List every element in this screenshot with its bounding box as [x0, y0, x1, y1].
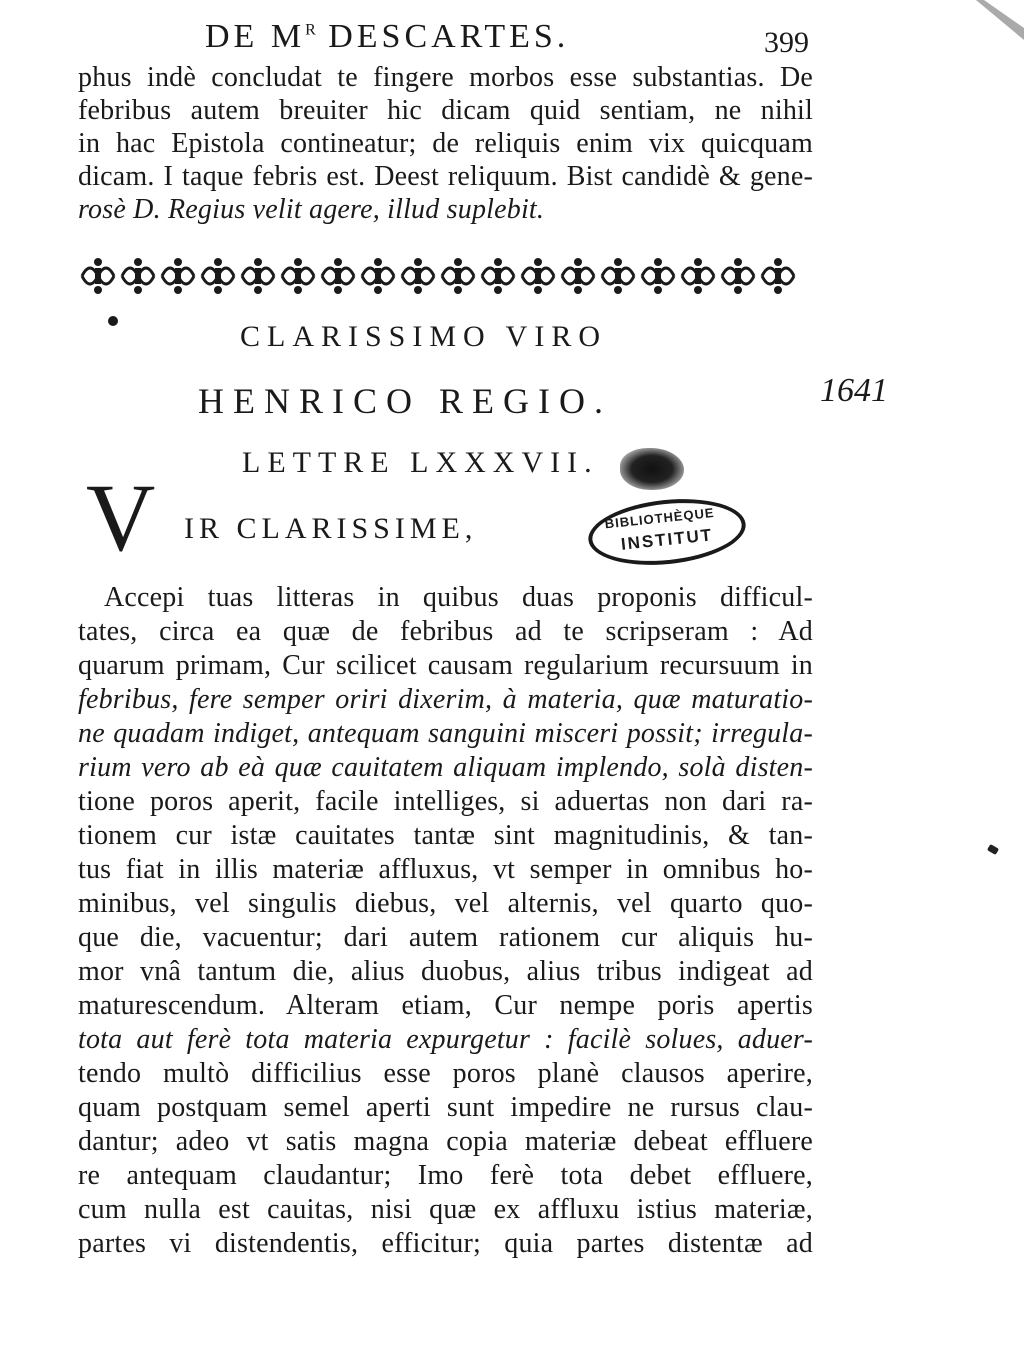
ink-fleck: [987, 844, 999, 855]
stamp-text: INSTITUT: [620, 525, 715, 554]
text-line: tione poros aperit, facile intelliges, si aduertas non dari ra-: [78, 786, 813, 817]
text-line: rium vero ab eà quæ cauitatem aliquam implendo, solà disten-: [78, 752, 813, 783]
text-line: quarum primam, Cur scilicet causam regularium recursuum in: [78, 650, 813, 681]
letter-number: LETTRE LXXXVII.: [242, 446, 599, 479]
addressee-name: HENRICO REGIO.: [198, 381, 612, 421]
text-line: ne quadam indiget, antequam sanguini misceri possit; irregula-: [78, 718, 813, 749]
text-line: mor vnâ tantum die, alius duobus, alius tribus indigeat ad: [78, 956, 813, 987]
decorative-ornament-band: [78, 254, 808, 298]
page-number: 399: [764, 26, 809, 59]
text-line: tota aut ferè tota materia expurgetur : facilè solues, aduer-: [78, 1024, 813, 1055]
text-line: phus indè concludat te fingere morbos esse substantias. De: [78, 62, 813, 93]
text-line: tus fiat in illis materiæ affluxus, vt semper in omnibus ho-: [78, 854, 813, 885]
text-line: in hac Epistola contineatur; de reliquis enim vix quicquam: [78, 128, 813, 159]
text-line: cum nulla est cauitas, nisi quæ ex affluxu istius materiæ,: [78, 1194, 813, 1225]
handwritten-year-note: 1641: [820, 372, 888, 409]
page-corner-mark: [924, 0, 1024, 60]
ink-blot: [620, 448, 684, 490]
text-line: quam postquam semel aperti sunt impedire ne rursus clau-: [78, 1092, 813, 1123]
text-line: que die, vacuentur; dari autem rationem cur aliquis hu-: [78, 922, 813, 953]
text-line: tionem cur istæ cauitates tantæ sint magnitudinis, & tan-: [78, 820, 813, 851]
text-line: partes vi distendentis, efficitur; quia partes distentæ ad: [78, 1228, 813, 1259]
text-line: rosè D. Regius velit agere, illud suplebit.: [78, 194, 545, 225]
text-line: re antequam claudantur; Imo ferè tota debet effluere,: [78, 1160, 813, 1191]
library-stamp: [585, 492, 749, 572]
ink-dot: [108, 316, 118, 326]
text-line: minibus, vel singulis diebus, vel alternis, vel quarto quo-: [78, 888, 813, 919]
running-header: DE $M^R$ DESCARTES.: [205, 18, 570, 55]
text-line: dantur; adeo vt satis magna copia materiæ debeat effluere: [78, 1126, 813, 1157]
addressee-line: CLARISSIMO VIRO: [240, 320, 607, 353]
text-line: febribus, fere semper oriri dixerim, à materia, quæ maturatio-: [78, 684, 813, 715]
text-line: Accepi tuas litteras in quibus duas proponis difficul-: [104, 582, 813, 613]
stamp-text: BIBLIOTHÈQUE: [604, 504, 716, 532]
salutation: IR CLARISSIME,: [184, 512, 478, 545]
text-line: tendo multò difficilius esse poros planè clausos aperire,: [78, 1058, 813, 1089]
text-line: tates, circa ea quæ de febribus ad te scripseram : Ad: [78, 616, 813, 647]
text-line: febribus autem breuiter hic dicam quid sentiam, ne nihil: [78, 95, 813, 126]
text-line: dicam. I taque febris est. Deest reliquum. Bist candidè & gene-: [78, 161, 813, 192]
drop-cap: V: [86, 464, 156, 571]
text-line: maturescendum. Alteram etiam, Cur nempe poris apertis: [78, 990, 813, 1021]
